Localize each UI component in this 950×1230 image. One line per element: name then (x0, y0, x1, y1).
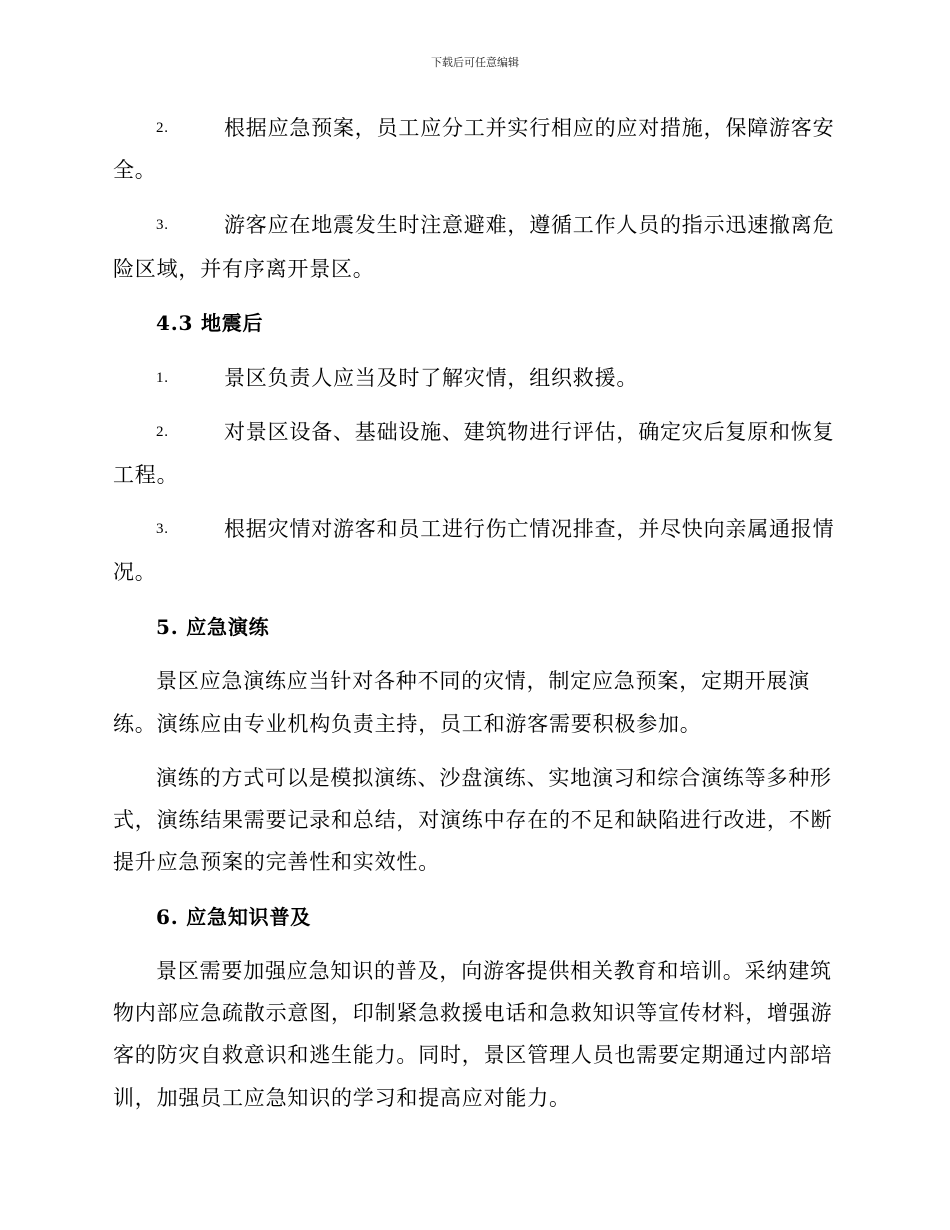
list-item-continuation: 险区域，并有序离开景区。 (113, 257, 375, 281)
list-item-continuation: 况。 (113, 560, 157, 584)
list-item-text: 游客应在地震发生时注意避难，遵循工作人员的指示迅速撤离危 (224, 213, 835, 237)
paragraph-line: 客的防灾自救意识和逃生能力。同时，景区管理人员也需要定期通过内部培 (113, 1043, 833, 1067)
list-item-text: 景区负责人应当及时了解灾情，组织救援。 (224, 366, 639, 390)
list-number: 2. (156, 424, 169, 440)
list-item-text: 根据灾情对游客和员工进行伤亡情况排查，并尽快向亲属通报情 (224, 517, 835, 541)
paragraph-line: 式，演练结果需要记录和总结，对演练中存在的不足和缺陷进行改进，不断 (113, 808, 833, 832)
paragraph-line: 练。演练应由专业机构负责主持，员工和游客需要积极参加。 (113, 712, 702, 736)
section-heading-5: 5. 应急演练 (156, 615, 270, 639)
paragraph-line: 景区需要加强应急知识的普及，向游客提供相关教育和培训。采纳建筑 (156, 959, 832, 983)
paragraph-line: 提升应急预案的完善性和实效性。 (113, 850, 440, 874)
list-item-continuation: 全。 (113, 158, 157, 182)
list-number: 2. (156, 120, 169, 136)
list-number: 1. (156, 370, 169, 386)
paragraph-line: 训，加强员工应急知识的学习和提高应对能力。 (113, 1086, 571, 1110)
section-heading-4-3: 4.3 地震后 (156, 311, 264, 335)
paragraph-line: 景区应急演练应当针对各种不同的灾情，制定应急预案，定期开展演 (156, 669, 810, 693)
list-item-text: 根据应急预案，员工应分工并实行相应的应对措施，保障游客安 (224, 116, 835, 140)
paragraph-line: 演练的方式可以是模拟演练、沙盘演练、实地演习和综合演练等多种形 (156, 766, 832, 790)
section-heading-6: 6. 应急知识普及 (156, 905, 312, 929)
list-number: 3. (156, 217, 169, 233)
paragraph-line: 物内部应急疏散示意图，印制紧急救援电话和急救知识等宣传材料，增强游 (113, 1001, 833, 1025)
list-item-text: 对景区设备、基础设施、建筑物进行评估，确定灾后复原和恢复 (224, 420, 835, 444)
page-header: 下载后可任意编辑 (431, 56, 519, 69)
list-item-continuation: 工程。 (113, 463, 179, 487)
list-number: 3. (156, 521, 169, 537)
